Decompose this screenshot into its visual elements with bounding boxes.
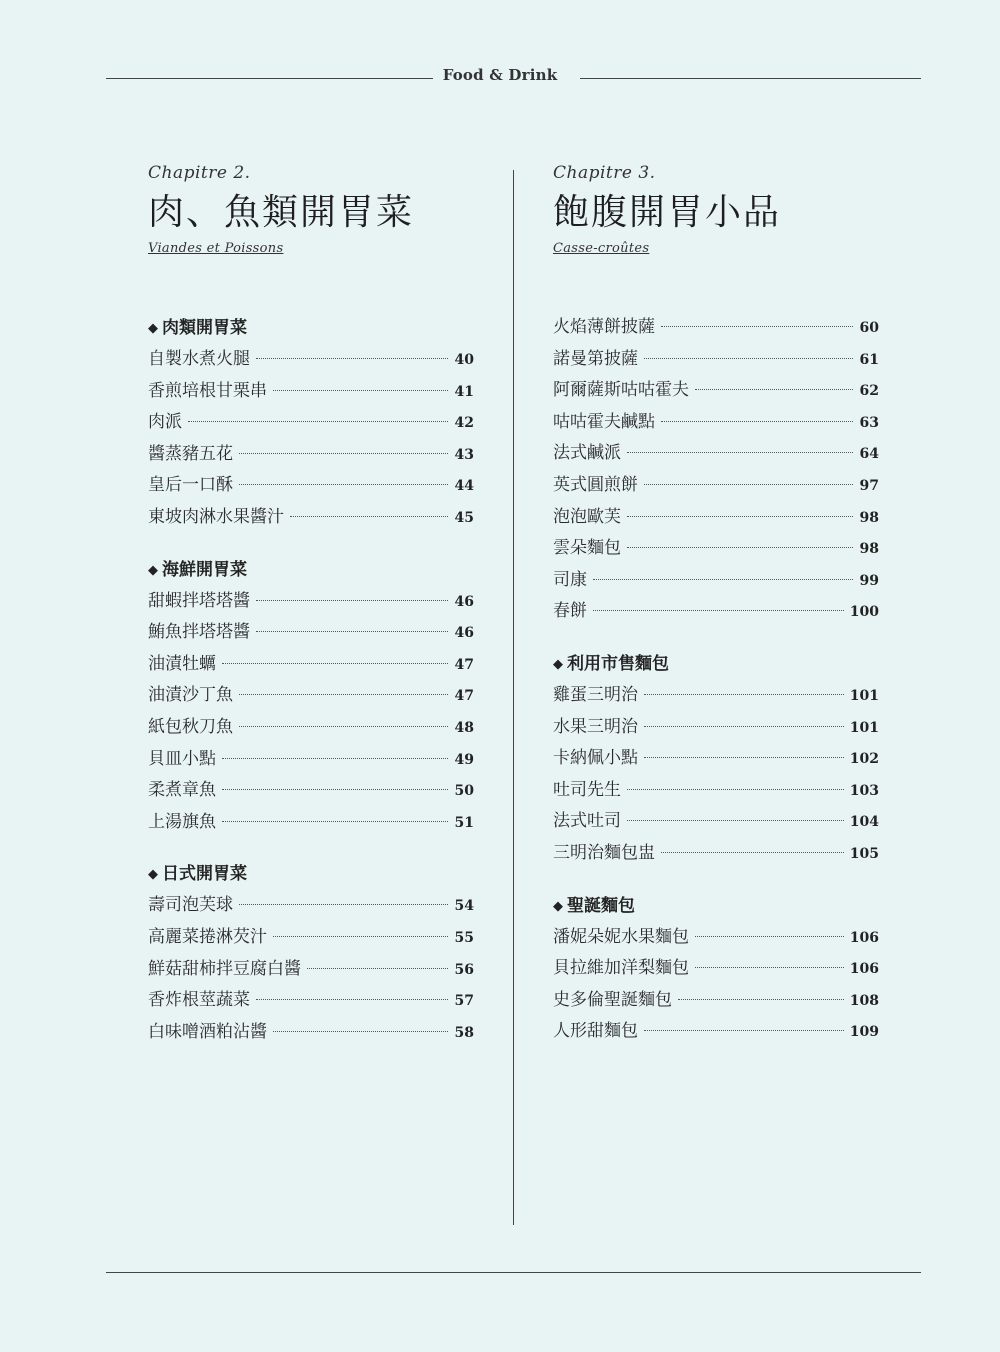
dot-leader (273, 1031, 448, 1032)
section-heading-text: 日式開胃菜 (162, 864, 247, 885)
toc-section (553, 648, 879, 870)
toc-entry-page: 62 (859, 383, 879, 400)
toc-entry-page: 100 (849, 604, 879, 621)
dot-leader (695, 967, 844, 968)
toc-sections (553, 312, 879, 1048)
toc-entry-name: 香炸根莖蔬菜 (148, 990, 250, 1011)
toc-entry[interactable] (553, 533, 879, 565)
toc-entry-name: 司康 (553, 569, 587, 590)
dot-leader (222, 758, 448, 759)
dot-leader (273, 390, 448, 391)
toc-entry-page: 41 (454, 383, 474, 400)
section-heading (148, 858, 474, 890)
toc-entry-page: 50 (454, 783, 474, 800)
toc-entry-name: 油漬沙丁魚 (148, 685, 233, 706)
dot-leader (644, 694, 844, 695)
toc-entry-name: 史多倫聖誕麵包 (553, 989, 672, 1010)
dot-leader (239, 904, 448, 905)
toc-entry-page: 98 (859, 509, 879, 526)
toc-entry[interactable] (148, 890, 474, 922)
toc-entry-name: 香煎培根甘栗串 (148, 380, 267, 401)
toc-entry-name: 英式圓煎餅 (553, 474, 638, 495)
toc-entry-name: 雞蛋三明治 (553, 684, 638, 705)
toc-entry[interactable] (553, 344, 879, 376)
toc-entry-name: 雲朵麵包 (553, 538, 621, 559)
toc-entry-page: 108 (849, 992, 879, 1009)
toc-entry-name: 醬蒸豬五花 (148, 443, 233, 464)
toc-entry[interactable] (553, 985, 879, 1017)
toc-entry-page: 40 (454, 352, 474, 368)
dot-leader (661, 852, 844, 853)
toc-sections (148, 312, 474, 1048)
dot-leader (188, 421, 448, 422)
diamond-bullet-icon: ◆ (553, 898, 563, 914)
toc-entry-name: 高麗菜捲淋芡汁 (148, 926, 267, 947)
dot-leader (222, 789, 448, 790)
toc-entry-page: 49 (454, 751, 474, 768)
dot-leader (593, 610, 844, 611)
dot-leader (644, 484, 853, 485)
dot-leader (593, 579, 853, 580)
toc-entry[interactable] (148, 712, 474, 744)
toc-entry[interactable] (148, 744, 474, 776)
toc-entry-page: 105 (849, 845, 879, 862)
section-heading-text: 肉類開胃菜 (162, 318, 247, 338)
chapter-label: Chapitre 2. (148, 163, 251, 183)
toc-entry[interactable] (148, 376, 474, 408)
toc-entry-page: 56 (454, 961, 474, 978)
toc-entry-page: 48 (454, 719, 474, 736)
header-title: Food & Drink (433, 66, 568, 84)
footer-rule (106, 1272, 921, 1273)
toc-entry[interactable] (553, 565, 879, 597)
dot-leader (307, 968, 448, 969)
toc-entry[interactable] (553, 806, 879, 838)
toc-entry[interactable] (553, 922, 879, 954)
dot-leader (239, 453, 448, 454)
toc-entry[interactable] (148, 680, 474, 712)
toc-entry[interactable] (148, 775, 474, 807)
toc-entry-name: 壽司泡芙球 (148, 895, 233, 916)
dot-leader (661, 421, 853, 422)
toc-entry-page: 109 (849, 1024, 879, 1041)
toc-entry[interactable] (553, 502, 879, 534)
toc-section (148, 858, 474, 1048)
toc-entry-page: 101 (849, 719, 879, 736)
toc-section (553, 312, 879, 628)
toc-entry[interactable] (148, 439, 474, 471)
toc-entry-page: 51 (454, 814, 474, 831)
toc-entry-name: 皇后一口酥 (148, 475, 233, 496)
toc-entry-page: 98 (859, 541, 879, 558)
toc-entry-page: 43 (454, 446, 474, 463)
dot-leader (256, 999, 448, 1000)
section-heading-text: 利用市售麵包 (567, 653, 669, 674)
toc-entry-name: 阿爾薩斯咕咕霍夫 (553, 380, 689, 401)
toc-entry[interactable] (148, 922, 474, 954)
toc-entry-page: 63 (859, 414, 879, 431)
toc-entry-page: 57 (454, 993, 474, 1010)
toc-entry-name: 貝皿小點 (148, 748, 216, 769)
toc-entry[interactable] (553, 1016, 879, 1048)
dot-leader (644, 726, 844, 727)
diamond-bullet-icon: ◆ (148, 867, 158, 883)
column-divider (513, 170, 514, 1225)
toc-entry[interactable] (148, 502, 474, 534)
toc-entry[interactable] (553, 953, 879, 985)
section-heading (148, 554, 474, 586)
chapter-subtitle: Viandes et Poissons (148, 241, 284, 256)
toc-entry-page: 42 (454, 415, 474, 432)
toc-entry-name: 鮮菇甜柿拌豆腐白醬 (148, 958, 301, 979)
dot-leader (661, 326, 853, 327)
dot-leader (644, 757, 844, 758)
toc-entry-page: 102 (849, 751, 879, 768)
diamond-bullet-icon: ◆ (553, 656, 563, 672)
chapter-label: Chapitre 3. (553, 163, 656, 183)
toc-entry-name: 水果三明治 (553, 716, 638, 737)
dot-leader (222, 663, 448, 664)
toc-entry-page: 97 (859, 477, 879, 494)
toc-entry[interactable] (553, 680, 879, 712)
chapter-title: 飽腹開胃小品 (553, 192, 782, 233)
section-heading (148, 312, 474, 344)
toc-entry-page: 104 (849, 814, 879, 831)
toc-entry-name: 人形甜麵包 (553, 1021, 638, 1042)
toc-entry-name: 自製水煮火腿 (148, 349, 250, 369)
toc-entry-page: 103 (849, 782, 879, 799)
toc-entry[interactable] (148, 807, 474, 839)
toc-entry-name: 法式鹹派 (553, 443, 621, 464)
toc-entry[interactable] (148, 1017, 474, 1049)
dot-leader (222, 821, 448, 822)
section-heading-text: 海鮮開胃菜 (162, 559, 247, 580)
toc-entry-name: 柔煮章魚 (148, 780, 216, 801)
dot-leader (239, 726, 448, 727)
chapter-2-column (148, 158, 474, 1068)
toc-entry-name: 東坡肉淋水果醬汁 (148, 506, 284, 527)
toc-entry-page: 45 (454, 509, 474, 526)
toc-entry-name: 春餅 (553, 601, 587, 622)
toc-entry[interactable] (148, 407, 474, 439)
toc-entry[interactable] (553, 312, 879, 344)
toc-entry-page: 47 (454, 688, 474, 705)
toc-entry[interactable] (148, 470, 474, 502)
toc-entry-name: 紙包秋刀魚 (148, 716, 233, 737)
toc-entry-name: 諾曼第披薩 (553, 348, 638, 369)
section-heading-text: 聖誕麵包 (567, 895, 635, 916)
toc-entry-page: 58 (454, 1024, 474, 1041)
toc-entry-name: 甜蝦拌塔塔醬 (148, 590, 250, 611)
toc-entry[interactable] (553, 596, 879, 628)
toc-entry[interactable] (553, 438, 879, 470)
toc-entry-name: 咕咕霍夫鹹點 (553, 411, 655, 432)
toc-entry-page: 44 (454, 478, 474, 495)
toc-entry[interactable] (148, 649, 474, 681)
toc-entry-name: 肉派 (148, 412, 182, 433)
dot-leader (695, 389, 853, 390)
toc-entry-name: 鮪魚拌塔塔醬 (148, 622, 250, 643)
section-heading (553, 648, 879, 680)
chapter-title: 肉、魚類開胃菜 (148, 192, 415, 233)
toc-entry-page: 64 (859, 446, 879, 463)
dot-leader (695, 936, 844, 937)
chapter-3-column (553, 158, 879, 1068)
dot-leader (644, 1030, 844, 1031)
toc-entry-page: 47 (454, 656, 474, 673)
toc-entry[interactable] (553, 375, 879, 407)
dot-leader (273, 936, 448, 937)
header (0, 66, 1000, 84)
dot-leader (256, 358, 448, 359)
toc-entry[interactable] (553, 470, 879, 502)
toc-entry-name: 吐司先生 (553, 779, 621, 800)
toc-entry[interactable] (553, 712, 879, 744)
dot-leader (239, 694, 448, 695)
toc-entry-name: 法式吐司 (553, 811, 621, 832)
toc-entry-page: 101 (849, 687, 879, 704)
toc-entry[interactable] (148, 586, 474, 618)
toc-entry[interactable] (148, 617, 474, 649)
toc-section (148, 554, 474, 839)
section-heading (553, 890, 879, 922)
dot-leader (627, 547, 853, 548)
toc-entry-name: 三明治麵包盅 (553, 842, 655, 863)
toc-entry[interactable] (553, 838, 879, 870)
toc-entry-page: 106 (849, 961, 879, 978)
dot-leader (644, 358, 853, 359)
dot-leader (627, 516, 853, 517)
toc-entry-page: 46 (454, 625, 474, 642)
chapter-subtitle: Casse-croûtes (553, 241, 650, 256)
toc-entry-name: 卡納佩小點 (553, 748, 638, 769)
diamond-bullet-icon: ◆ (148, 321, 158, 336)
toc-entry[interactable] (553, 407, 879, 439)
dot-leader (627, 789, 844, 790)
toc-entry[interactable] (148, 985, 474, 1017)
toc-entry-name: 白味噌酒粕沾醬 (148, 1021, 267, 1042)
dot-leader (256, 631, 448, 632)
dot-leader (256, 600, 448, 601)
toc-entry[interactable] (553, 743, 879, 775)
toc-entry-page: 54 (454, 898, 474, 915)
toc-entry-page: 106 (849, 929, 879, 946)
toc-entry-page: 46 (454, 593, 474, 610)
dot-leader (627, 820, 844, 821)
toc-entry-name: 貝拉維加洋梨麵包 (553, 958, 689, 979)
toc-entry-name: 油漬牡蠣 (148, 653, 216, 674)
dot-leader (239, 484, 448, 485)
toc-entry-name: 潘妮朵妮水果麵包 (553, 926, 689, 947)
toc-section (148, 312, 474, 534)
toc-section (553, 890, 879, 1048)
dot-leader (290, 516, 448, 517)
toc-entry-page: 55 (454, 929, 474, 946)
toc-entry-name: 泡泡歐芙 (553, 506, 621, 527)
toc-entry-page: 99 (859, 572, 879, 589)
dot-leader (678, 999, 844, 1000)
dot-leader (627, 452, 853, 453)
toc-entry-page: 60 (859, 320, 879, 336)
toc-entry-name: 上湯旗魚 (148, 811, 216, 832)
toc-entry-page: 61 (859, 351, 879, 368)
diamond-bullet-icon: ◆ (148, 562, 158, 578)
toc-entry-name: 火焰薄餅披薩 (553, 317, 655, 337)
toc-entry[interactable] (148, 954, 474, 986)
toc-entry[interactable] (553, 775, 879, 807)
toc-entry[interactable] (148, 344, 474, 376)
